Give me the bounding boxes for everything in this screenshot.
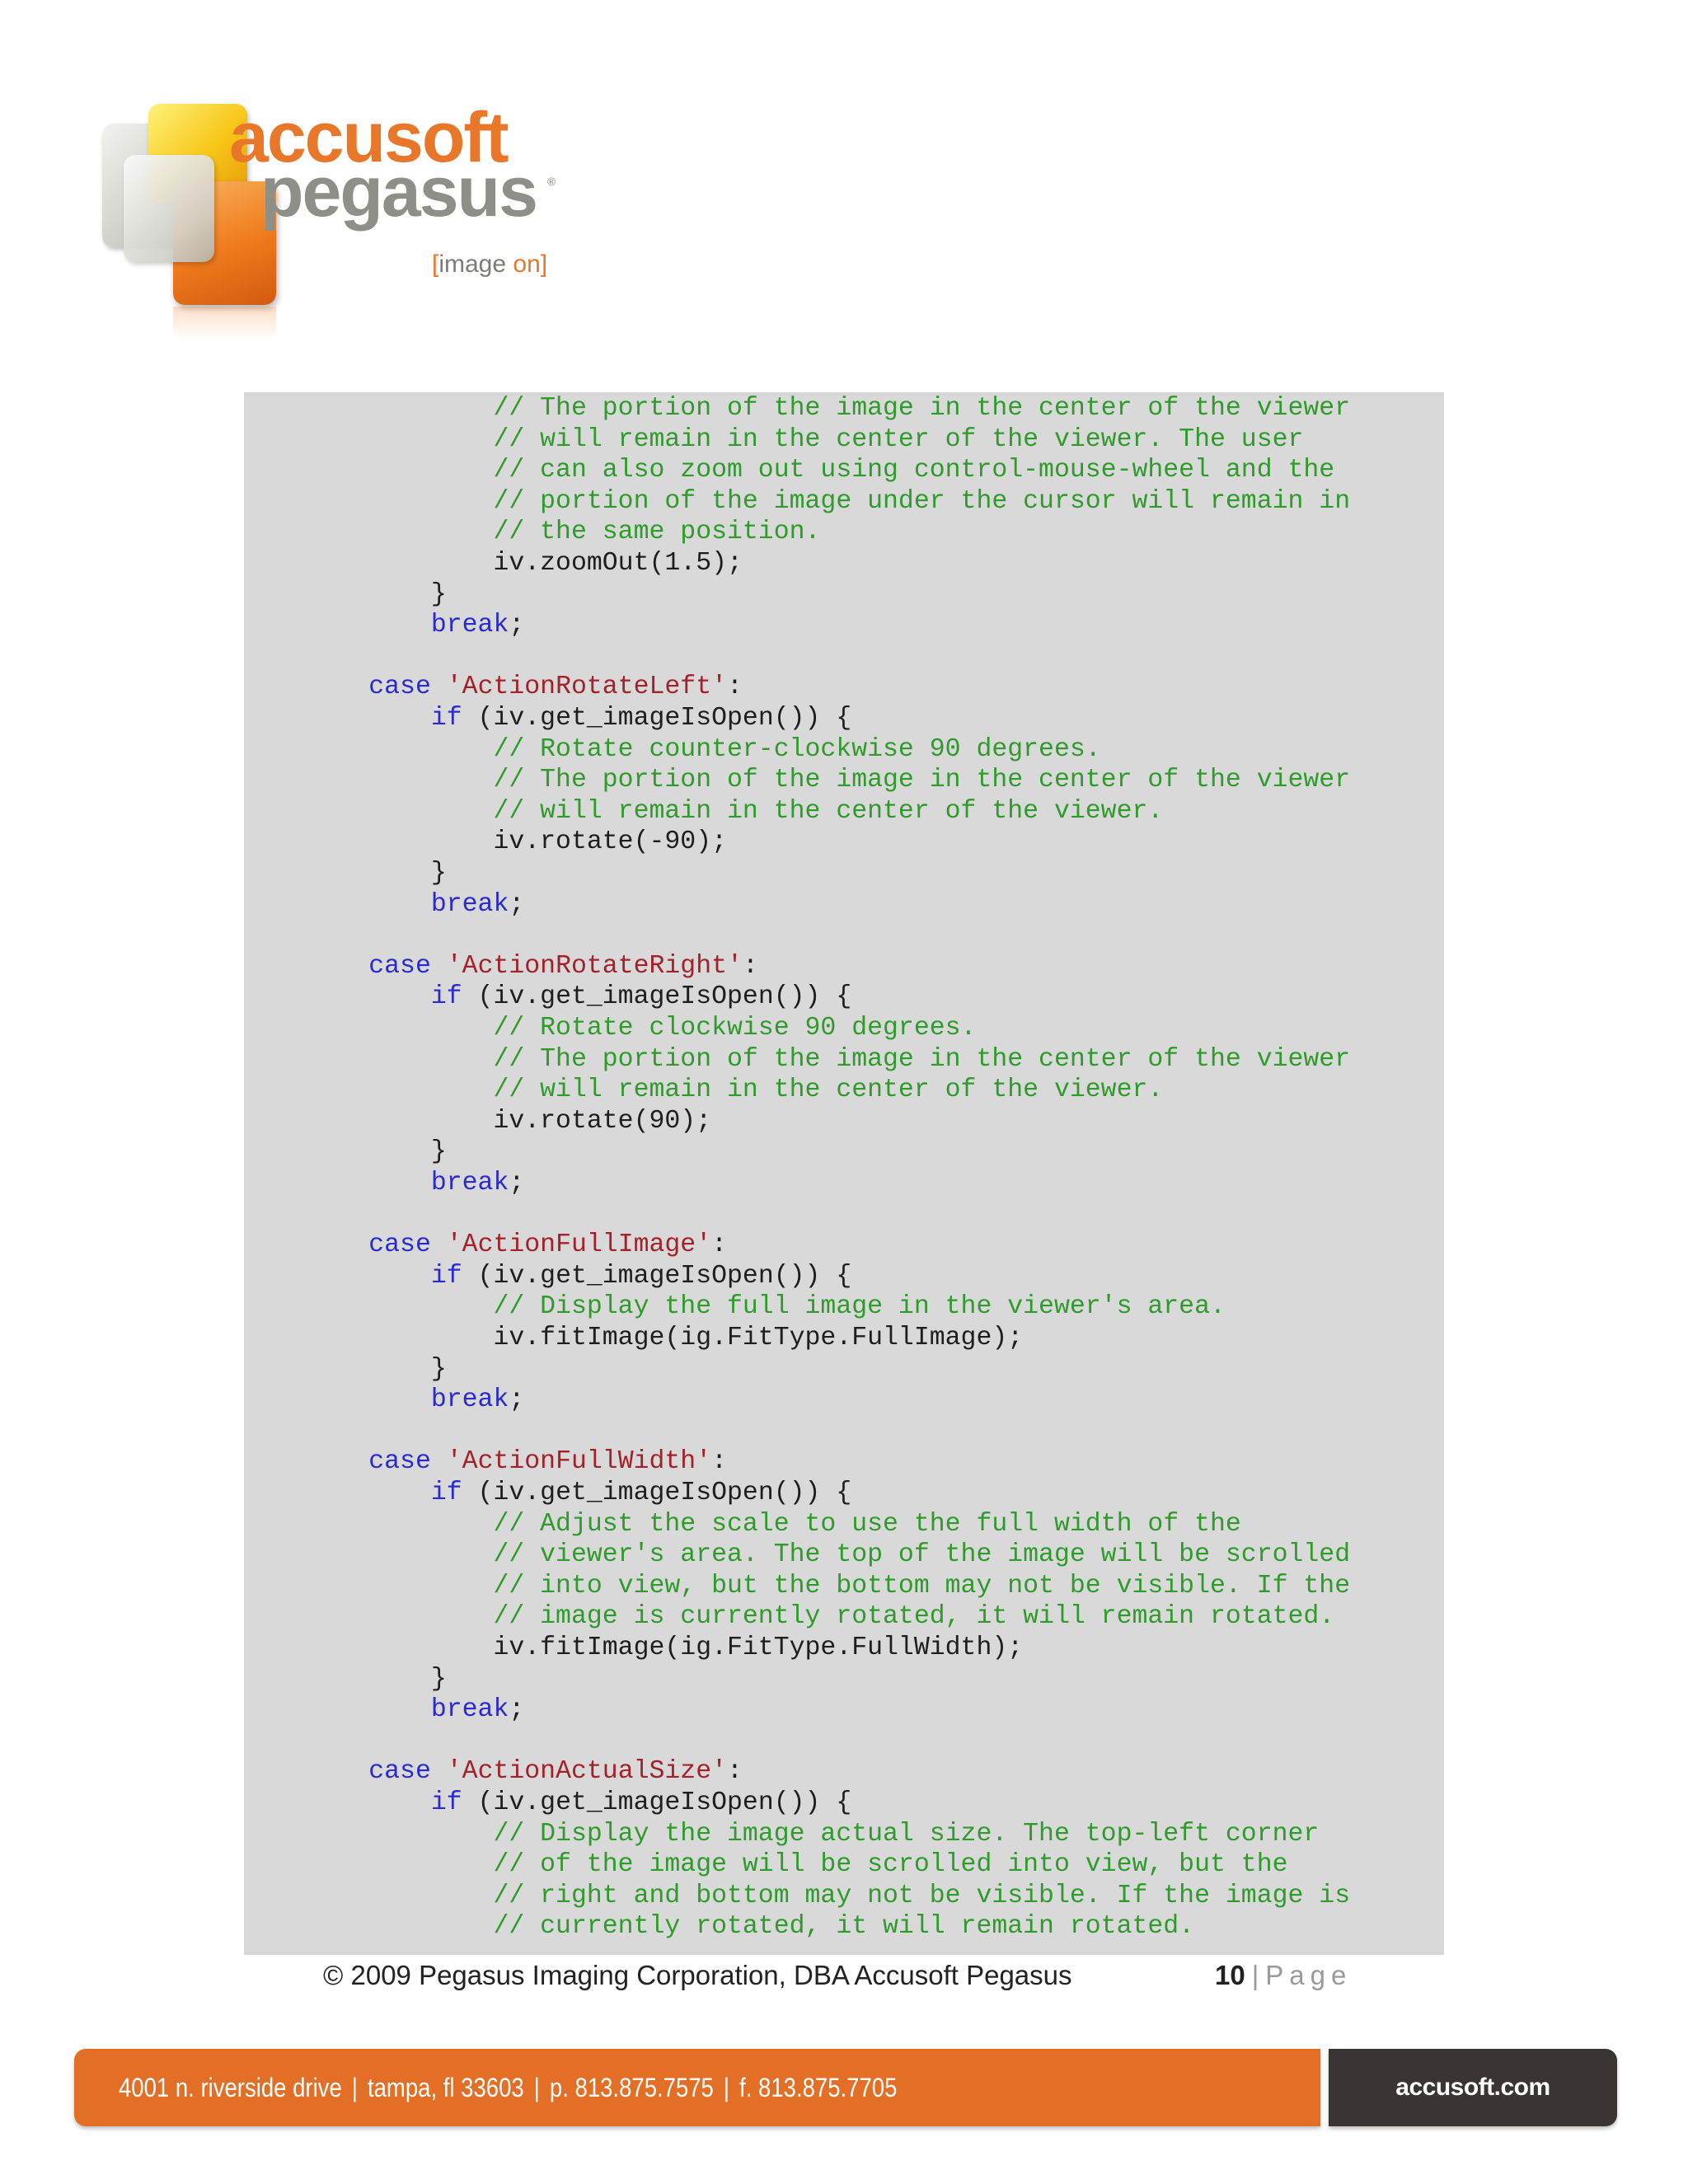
code-line (244, 796, 1163, 827)
code-token-plain: } (244, 1137, 447, 1167)
code-line (244, 610, 524, 641)
page-word: Page (1265, 1960, 1353, 1990)
logo-wordmark-pegasus: pegasus (260, 152, 537, 232)
code-token-plain: : (727, 1757, 743, 1787)
code-token-keyword: case (368, 673, 431, 702)
code-token-plain (431, 673, 447, 701)
code-token-plain: : (727, 673, 743, 702)
code-line (244, 1601, 1334, 1633)
code-token-keyword: break (430, 1385, 509, 1415)
code-token-plain (244, 1169, 431, 1197)
fax-number: f. 813.875.7705 (739, 2073, 898, 2102)
code-token-plain: ; (509, 1695, 525, 1725)
code-line (244, 1788, 851, 1819)
code-token-plain (244, 1757, 368, 1786)
code-line (244, 455, 1334, 486)
code-token-plain (244, 1788, 431, 1817)
code-token-string: 'ActionRotateRight' (446, 951, 743, 981)
code-token-plain (244, 952, 368, 981)
code-token-comment: // can also zoom out using control-mouse-wheel and the (244, 456, 1335, 485)
code-token-plain (244, 1385, 431, 1414)
code-token-plain: (iv.get_imageIsOpen()) { (462, 1261, 852, 1291)
code-token-comment: // currently rotated, it will remain rotated. (244, 1912, 1195, 1942)
code-token-comment: // portion of the image under the cursor will remain in (244, 486, 1351, 516)
code-token-plain: (iv.get_imageIsOpen()) { (462, 1479, 852, 1507)
code-listing (244, 392, 1444, 1955)
code-line (244, 424, 1303, 456)
footer-address-bar (74, 2049, 1320, 2126)
tagline-close-bracket: ] (540, 251, 548, 278)
code-token-comment: // The portion of the image in the center of the viewer (244, 394, 1351, 423)
code-line (244, 1075, 1163, 1106)
code-token-comment: // will remain in the center of the viewer. (244, 1076, 1164, 1105)
code-token-plain (431, 952, 447, 981)
code-token-comment: // viewer's area. The top of the image will be scrolled (244, 1540, 1351, 1570)
footer-website-bar (1329, 2049, 1617, 2126)
code-token-plain: iv.rotate(-90); (244, 827, 727, 857)
code-token-plain: } (244, 1354, 447, 1384)
contact-address (119, 2049, 897, 2126)
code-token-comment: // The portion of the image in the center of the viewer (244, 766, 1351, 795)
code-token-comment: // Rotate clockwise 90 degrees. (244, 1014, 977, 1043)
copyright-notice: © 2009 Pegasus Imaging Corporation, DBA Accusoft Pegasus (323, 1960, 1072, 1990)
code-line (244, 1013, 976, 1044)
code-line (244, 765, 1350, 796)
code-line (244, 1694, 524, 1726)
logo-reflection (173, 307, 276, 340)
code-line (244, 517, 820, 548)
code-token-string: 'ActionFullWidth' (446, 1447, 712, 1477)
code-token-keyword: break (430, 1169, 509, 1197)
code-line (244, 1044, 1350, 1076)
page-number: 10 (1215, 1960, 1245, 1990)
code-token-plain: ; (509, 889, 525, 919)
code-token-comment: // Display the image actual size. The top-left corner (244, 1819, 1320, 1849)
code-token-plain: iv.fitImage(ig.FitType.FullWidth); (244, 1633, 1024, 1662)
code-token-plain: ; (509, 611, 525, 640)
code-token-plain (244, 673, 368, 701)
code-token-comment: // will remain in the center of the viewer. (244, 796, 1164, 826)
code-line (244, 1385, 524, 1416)
code-token-plain: (iv.get_imageIsOpen()) { (462, 1788, 852, 1817)
code-line (244, 1911, 1194, 1943)
code-line (244, 1540, 1350, 1571)
code-token-plain (244, 611, 431, 640)
code-token-plain (244, 890, 431, 919)
code-line (244, 579, 447, 611)
code-line (244, 1633, 1023, 1664)
registered-mark: ® (547, 175, 556, 188)
address-separator: | (723, 2073, 730, 2102)
code-token-plain: iv.fitImage(ig.FitType.FullImage); (244, 1324, 1024, 1352)
code-line (244, 1168, 524, 1199)
code-token-plain (431, 1230, 447, 1259)
page-number-label (1215, 1960, 1352, 1991)
code-token-keyword: if (430, 1788, 462, 1817)
code-line (244, 1756, 743, 1788)
code-line (244, 1664, 447, 1695)
logo-tagline (432, 251, 547, 279)
code-token-comment: // will remain in the center of the viewer. The user (244, 424, 1304, 454)
code-line (244, 1137, 447, 1168)
accusoft-pegasus-logo (91, 82, 585, 330)
code-token-comment: // Display the full image in the viewer's area. (244, 1292, 1226, 1322)
code-line (244, 1354, 447, 1385)
code-token-keyword: if (430, 1261, 462, 1291)
code-token-plain: iv.zoomOut(1.5); (244, 549, 743, 578)
code-token-plain: : (711, 1230, 728, 1260)
code-token-keyword: break (430, 611, 509, 640)
address-separator: | (533, 2073, 540, 2102)
code-token-comment: // of the image will be scrolled into view, but the (244, 1850, 1288, 1880)
code-token-plain (244, 982, 431, 1011)
page-separator: | (1251, 1960, 1259, 1990)
logo-grey-square-front (124, 155, 214, 262)
code-line (244, 1478, 851, 1509)
code-token-comment: // Adjust the scale to use the full width of the (244, 1509, 1241, 1539)
logo-wordmark-accusoft: accusoft (229, 98, 508, 177)
code-token-plain (244, 1230, 368, 1259)
code-line (244, 1509, 1241, 1540)
tagline-image: image (438, 251, 507, 278)
code-token-plain (244, 1695, 431, 1724)
code-token-keyword: case (368, 1447, 431, 1477)
code-token-keyword: break (430, 1695, 509, 1725)
tagline-open-bracket: [ (432, 251, 439, 278)
code-token-plain: } (244, 859, 447, 888)
code-token-plain: ; (509, 1169, 525, 1197)
code-token-string: 'ActionActualSize' (446, 1757, 728, 1787)
code-line (244, 486, 1350, 518)
code-token-plain (431, 1757, 447, 1786)
code-token-comment: // the same position. (244, 518, 821, 547)
code-token-plain: } (244, 1664, 447, 1694)
code-line (244, 548, 743, 579)
code-token-plain (431, 1447, 447, 1476)
code-line (244, 1446, 727, 1478)
code-token-plain: ; (509, 1385, 525, 1415)
code-line (244, 1323, 1023, 1354)
code-line (244, 672, 743, 703)
code-token-string: 'ActionFullImage' (446, 1230, 712, 1260)
code-line (244, 1849, 1288, 1881)
code-token-plain: } (244, 579, 447, 609)
code-token-comment: // right and bottom may not be visible. If the image is (244, 1881, 1351, 1910)
code-token-plain (244, 704, 431, 733)
code-token-plain (244, 1479, 431, 1507)
code-token-keyword: if (430, 1479, 462, 1507)
code-line (244, 703, 851, 734)
address-city: tampa, fl 33603 (367, 2073, 524, 2102)
code-token-plain (244, 1447, 368, 1476)
code-token-plain: (iv.get_imageIsOpen()) { (462, 704, 852, 733)
code-token-comment: // image is currently rotated, it will remain rotated. (244, 1602, 1335, 1632)
code-token-keyword: if (430, 982, 462, 1012)
code-line (244, 951, 758, 982)
code-token-string: 'ActionRotateLeft' (446, 673, 728, 702)
code-line (244, 1819, 1319, 1850)
code-line (244, 1881, 1350, 1912)
code-line (244, 1261, 851, 1292)
address-separator: | (351, 2073, 358, 2102)
code-line (244, 982, 851, 1013)
code-token-keyword: case (368, 1757, 431, 1787)
code-line (244, 393, 1350, 424)
code-token-comment: // Rotate counter-clockwise 90 degrees. (244, 734, 1101, 764)
code-line (244, 1106, 711, 1137)
code-token-comment: // into view, but the bottom may not be visible. If the (244, 1571, 1351, 1601)
code-token-comment: // The portion of the image in the center of the viewer (244, 1044, 1351, 1074)
code-line (244, 858, 447, 889)
code-token-keyword: case (368, 1230, 431, 1260)
code-token-plain: : (742, 951, 758, 981)
code-token-plain: (iv.get_imageIsOpen()) { (462, 982, 852, 1012)
code-line (244, 1571, 1350, 1602)
code-token-plain: iv.rotate(90); (244, 1106, 712, 1136)
website-link[interactable]: accusoft.com (1395, 2074, 1550, 2101)
code-line (244, 889, 524, 921)
code-line (244, 1291, 1226, 1323)
address-street: 4001 n. riverside drive (119, 2073, 342, 2102)
code-line (244, 734, 1101, 766)
code-token-plain: : (711, 1447, 728, 1477)
code-token-plain (244, 1262, 431, 1291)
code-line (244, 827, 727, 858)
code-line (244, 1230, 727, 1261)
phone-number: p. 813.875.7575 (549, 2073, 714, 2102)
code-token-keyword: if (430, 704, 462, 733)
code-token-keyword: case (368, 951, 431, 981)
tagline-on: on (513, 251, 541, 278)
code-token-keyword: break (430, 889, 509, 919)
